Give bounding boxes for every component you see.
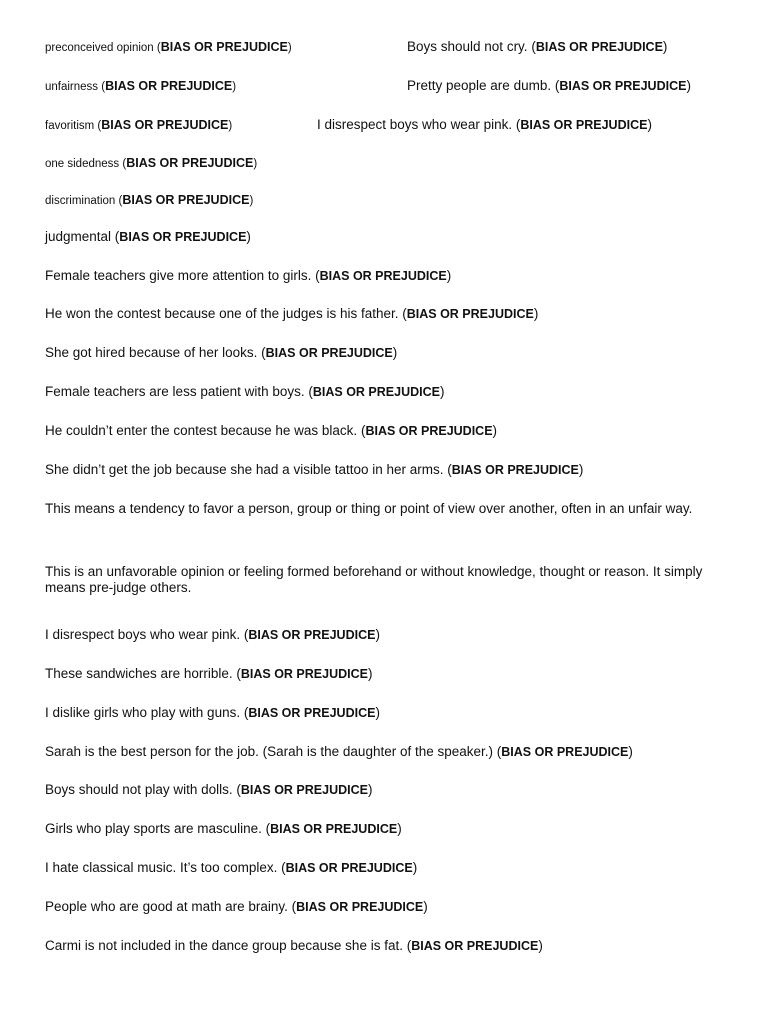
answer-choice: BIAS OR PREJUDICE bbox=[265, 346, 393, 360]
statement-text: I dislike girls who play with guns. bbox=[45, 705, 241, 720]
answer-choice: BIAS OR PREJUDICE bbox=[411, 939, 539, 953]
term-item: unfairness (BIAS OR PREJUDICE) bbox=[45, 79, 237, 93]
definition-prejudice: This is an unfavorable opinion or feeling formed beforehand or without knowledge, thought or reason. It simply means pre-judge others. bbox=[45, 564, 703, 595]
statement-text: She got hired because of her looks. bbox=[45, 345, 258, 360]
statement-item: He won the contest because one of the judges is his father. (BIAS OR PREJUDICE) bbox=[45, 306, 539, 321]
answer-choice: BIAS OR PREJUDICE bbox=[312, 385, 440, 399]
statement-text: I disrespect boys who wear pink. bbox=[317, 117, 513, 132]
answer-choice: BIAS OR PREJUDICE bbox=[296, 900, 424, 914]
statement-item: I hate classical music. It’s too complex. (BIAS OR PREJUDICE) bbox=[45, 860, 418, 875]
answer-choice: BIAS OR PREJUDICE bbox=[160, 40, 288, 54]
statement-text: People who are good at math are brainy. bbox=[45, 899, 288, 914]
statement-item: I disrespect boys who wear pink. (BIAS OR PREJUDICE) bbox=[45, 627, 380, 642]
answer-choice: BIAS OR PREJUDICE bbox=[451, 463, 579, 477]
statement-text: Boys should not play with dolls. bbox=[45, 782, 233, 797]
answer-choice: BIAS OR PREJUDICE bbox=[270, 822, 398, 836]
definition-bias: This means a tendency to favor a person, group or thing or point of view over another, often in an unfair way. bbox=[45, 501, 693, 516]
statement-item: Pretty people are dumb. (BIAS OR PREJUDICE) bbox=[407, 78, 691, 93]
statement-text: Carmi is not included in the dance group because she is fat. bbox=[45, 938, 403, 953]
statement-text: These sandwiches are horrible. bbox=[45, 666, 233, 681]
statement-text: Girls who play sports are masculine. bbox=[45, 821, 262, 836]
answer-choice: BIAS OR PREJUDICE bbox=[101, 118, 229, 132]
term-text: preconceived opinion bbox=[45, 42, 154, 54]
term-text: unfairness bbox=[45, 81, 99, 93]
statement-item: Carmi is not included in the dance group because she is fat. (BIAS OR PREJUDICE) bbox=[45, 938, 543, 953]
statement-item: Sarah is the best person for the job. (Sarah is the daughter of the speaker.) (BIAS OR PREJUDICE) bbox=[45, 744, 633, 759]
term-item: judgmental (BIAS OR PREJUDICE) bbox=[45, 229, 251, 244]
answer-choice: BIAS OR PREJUDICE bbox=[122, 193, 250, 207]
statement-text: Pretty people are dumb. bbox=[407, 78, 552, 93]
statement-item: These sandwiches are horrible. (BIAS OR PREJUDICE) bbox=[45, 666, 373, 681]
statement-item: She didn’t get the job because she had a visible tattoo in her arms. (BIAS OR PREJUDICE) bbox=[45, 462, 584, 477]
answer-choice: BIAS OR PREJUDICE bbox=[365, 424, 493, 438]
answer-choice: BIAS OR PREJUDICE bbox=[240, 783, 368, 797]
statement-text: She didn’t get the job because she had a visible tattoo in her arms. bbox=[45, 462, 444, 477]
answer-choice: BIAS OR PREJUDICE bbox=[248, 628, 376, 642]
statement-text: I disrespect boys who wear pink. bbox=[45, 627, 241, 642]
term-text: one sidedness bbox=[45, 158, 120, 170]
answer-choice: BIAS OR PREJUDICE bbox=[559, 79, 687, 93]
answer-choice: BIAS OR PREJUDICE bbox=[248, 706, 376, 720]
term-item: one sidedness (BIAS OR PREJUDICE) bbox=[45, 156, 258, 170]
statement-item: I disrespect boys who wear pink. (BIAS OR PREJUDICE) bbox=[317, 117, 652, 132]
statement-item: I dislike girls who play with guns. (BIAS OR PREJUDICE) bbox=[45, 705, 380, 720]
answer-choice: BIAS OR PREJUDICE bbox=[240, 667, 368, 681]
term-text: discrimination bbox=[45, 195, 116, 207]
term-text: judgmental bbox=[45, 229, 112, 244]
statement-text: I hate classical music. It’s too complex. bbox=[45, 860, 278, 875]
answer-choice: BIAS OR PREJUDICE bbox=[285, 861, 413, 875]
answer-choice: BIAS OR PREJUDICE bbox=[119, 230, 247, 244]
answer-choice: BIAS OR PREJUDICE bbox=[319, 269, 447, 283]
statement-item: Girls who play sports are masculine. (BIAS OR PREJUDICE) bbox=[45, 821, 402, 836]
statement-item: Female teachers give more attention to girls. (BIAS OR PREJUDICE) bbox=[45, 268, 452, 283]
statement-text: Sarah is the best person for the job. (Sarah is the daughter of the speaker.) bbox=[45, 744, 494, 759]
statement-item: Boys should not play with dolls. (BIAS OR PREJUDICE) bbox=[45, 782, 373, 797]
term-item: preconceived opinion (BIAS OR PREJUDICE) bbox=[45, 40, 292, 54]
statement-item: Boys should not cry. (BIAS OR PREJUDICE) bbox=[407, 39, 668, 54]
statement-text: Boys should not cry. bbox=[407, 39, 528, 54]
answer-choice: BIAS OR PREJUDICE bbox=[520, 118, 648, 132]
answer-choice: BIAS OR PREJUDICE bbox=[105, 79, 233, 93]
statement-text: He couldn’t enter the contest because he was black. bbox=[45, 423, 358, 438]
statement-item: She got hired because of her looks. (BIAS OR PREJUDICE) bbox=[45, 345, 398, 360]
statement-text: Female teachers are less patient with boys. bbox=[45, 384, 305, 399]
statement-item: People who are good at math are brainy. (BIAS OR PREJUDICE) bbox=[45, 899, 428, 914]
term-text: favoritism bbox=[45, 120, 95, 132]
answer-choice: BIAS OR PREJUDICE bbox=[501, 745, 629, 759]
term-item: favoritism (BIAS OR PREJUDICE) bbox=[45, 118, 233, 132]
statement-item: He couldn’t enter the contest because he was black. (BIAS OR PREJUDICE) bbox=[45, 423, 498, 438]
statement-item: Female teachers are less patient with boys. (BIAS OR PREJUDICE) bbox=[45, 384, 445, 399]
statement-text: He won the contest because one of the judges is his father. bbox=[45, 306, 399, 321]
answer-choice: BIAS OR PREJUDICE bbox=[406, 307, 534, 321]
term-item: discrimination (BIAS OR PREJUDICE) bbox=[45, 193, 254, 207]
statement-text: Female teachers give more attention to girls. bbox=[45, 268, 312, 283]
answer-choice: BIAS OR PREJUDICE bbox=[126, 156, 254, 170]
answer-choice: BIAS OR PREJUDICE bbox=[535, 40, 663, 54]
